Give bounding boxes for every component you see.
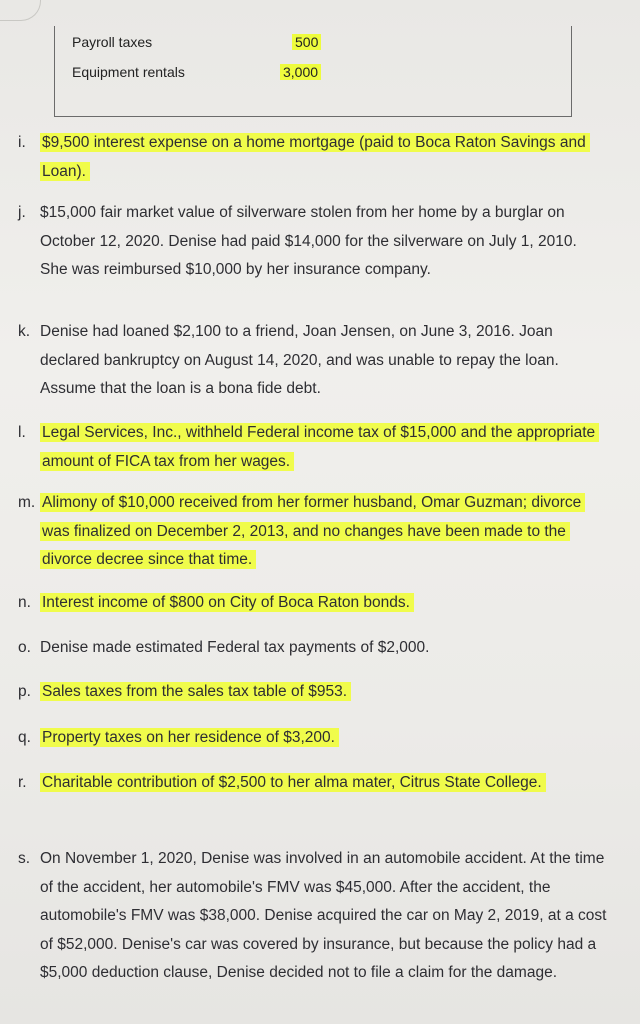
- item-text: Sales taxes from the sales tax table of $953.: [40, 682, 351, 701]
- item-letter: s.: [18, 850, 31, 867]
- item-text: Charitable contribution of $2,500 to her alma mater, Citrus State College.: [40, 773, 546, 792]
- table-row-amount: [292, 34, 321, 50]
- item-letter: o.: [18, 639, 31, 656]
- table-amount-value: 500: [292, 34, 321, 50]
- list-item: [18, 199, 608, 285]
- item-text: Denise had loaned $2,100 to a friend, Joan Jensen, on June 3, 2016. Joan declared bankruptcy on August 14, 2020, and was unable to repay the loan. Assume that the loan is a bona fide debt.: [40, 323, 559, 397]
- list-item: [18, 318, 608, 404]
- page-fold: [0, 0, 41, 21]
- item-text: Property taxes on her residence of $3,200.: [40, 728, 339, 747]
- table-row-label: Equipment rentals: [72, 64, 185, 80]
- item-letter: r.: [18, 774, 27, 791]
- list-item: [18, 489, 608, 575]
- list-item: [18, 724, 608, 753]
- item-letter: m.: [18, 494, 36, 511]
- item-letter: p.: [18, 683, 31, 700]
- item-letter: i.: [18, 134, 26, 151]
- item-text: Alimony of $10,000 received from her former husband, Omar Guzman; divorce was finalized on December 2, 2013, and no changes have been made to the divorce decree since that time.: [40, 493, 585, 569]
- item-text: $15,000 fair market value of silverware stolen from her home by a burglar on October 12, 2020. Denise had paid $14,000 for the silverware on July 1, 2010. She was reimbursed $10,000 by her insurance company.: [40, 204, 577, 278]
- list-item: [18, 845, 608, 988]
- item-text: $9,500 interest expense on a home mortgage (paid to Boca Raton Savings and Loan).: [40, 133, 590, 181]
- list-item: [18, 589, 608, 618]
- list-item: [18, 634, 608, 663]
- table-row-amount: [280, 64, 321, 80]
- list-item: [18, 769, 578, 798]
- item-letter: q.: [18, 729, 31, 746]
- table-row-label: Payroll taxes: [72, 34, 153, 50]
- item-text: Denise made estimated Federal tax payments of $2,000.: [40, 639, 430, 656]
- item-letter: n.: [18, 594, 31, 611]
- item-letter: l.: [18, 424, 26, 441]
- item-letter: k.: [18, 323, 31, 340]
- item-text: Interest income of $800 on City of Boca Raton bonds.: [40, 593, 414, 612]
- table-amount-value: 3,000: [280, 64, 321, 80]
- list-item: [18, 419, 608, 476]
- list-item: [18, 678, 608, 707]
- item-text: On November 1, 2020, Denise was involved in an automobile accident. At the time of the accident, her automobile's FMV was $45,000. After the accident, the automobile's FMV was $38,000. Denise acquired the car on May 2, 2019, at a cost of $52,000. Denise's car was covered by insurance, but because the policy had a $5,000 deduction clause, Denise decided not to file a claim for the damage.: [40, 850, 607, 981]
- item-letter: j.: [18, 204, 26, 221]
- item-text: Legal Services, Inc., withheld Federal income tax of $15,000 and the appropriate amount of FICA tax from her wages.: [40, 423, 599, 471]
- list-item: [18, 129, 608, 186]
